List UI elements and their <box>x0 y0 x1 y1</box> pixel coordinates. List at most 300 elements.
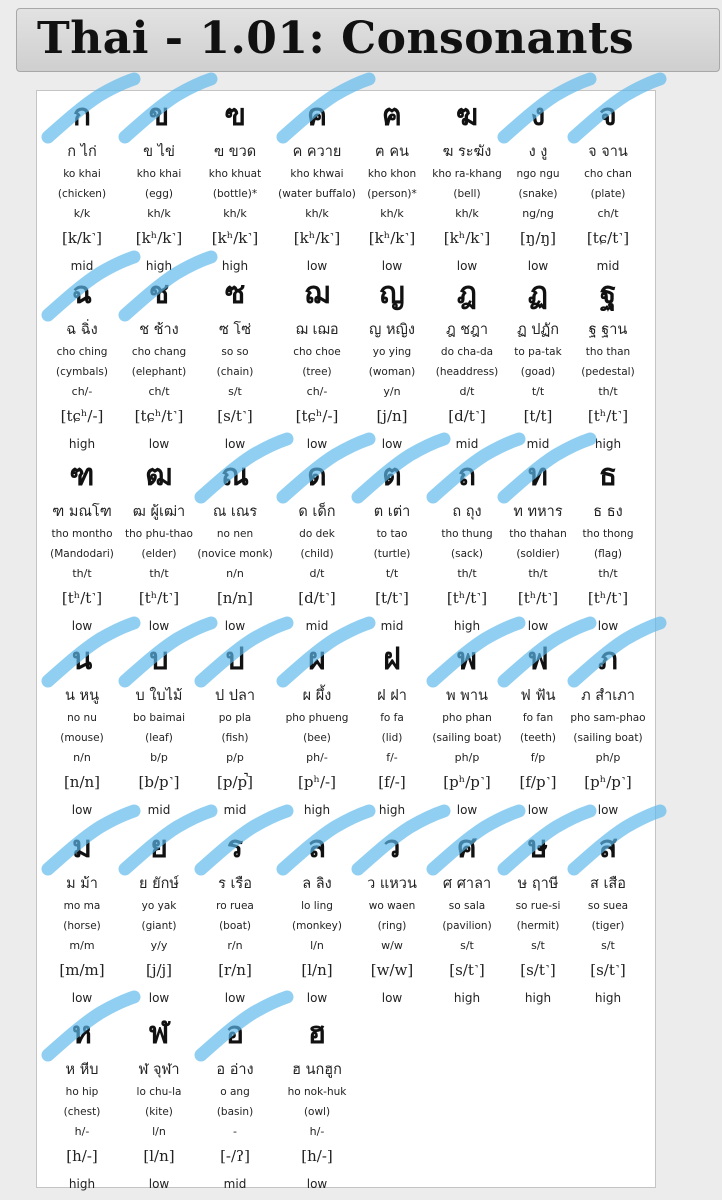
consonant-meaning: (chain) <box>216 366 254 378</box>
consonant-meaning: (chicken) <box>57 188 107 200</box>
consonant-initial-final: l/n <box>152 1125 166 1138</box>
consonant-letter: ฟ <box>527 642 549 677</box>
consonant-meaning: (person)* <box>367 188 417 200</box>
consonant-ipa: [tʰ/t˺] <box>517 589 559 607</box>
consonant-class: low <box>381 991 403 1005</box>
consonant-initial-final: ch/t <box>597 207 619 220</box>
consonant-romanization: so rue-si <box>515 900 561 912</box>
consonant-ipa: [h/-] <box>66 1147 98 1165</box>
consonant-ipa: [tɕʰ/t˺] <box>134 407 184 425</box>
consonant-ipa: [tʰ/t˺] <box>587 407 629 425</box>
consonant-word: ภ สำเภา <box>581 688 635 704</box>
consonant-letter: ธ <box>598 458 618 493</box>
consonant-letter: ฐ <box>599 276 617 311</box>
consonant-romanization: ko khai <box>63 168 101 180</box>
consonant-word: ว แหวน <box>367 876 417 892</box>
consonant-romanization: o ang <box>220 1086 250 1098</box>
consonant-initial-final: th/t <box>598 385 618 398</box>
consonant-word: ง งู <box>528 144 548 160</box>
consonant-ipa: [j/n] <box>376 407 408 425</box>
consonant-word: ย ยักษ์ <box>139 876 179 892</box>
consonant-ipa: [b/p˺] <box>138 773 180 791</box>
consonant-letter: ส <box>598 830 618 865</box>
consonant-meaning: (turtle) <box>373 548 411 560</box>
consonant-class: low <box>381 437 403 451</box>
consonant-romanization: kho khuat <box>208 168 262 180</box>
consonant-initial-final: ch/- <box>306 385 328 398</box>
consonant-ipa: [s/t˺] <box>449 961 485 979</box>
consonant-word: ฮ นกฮูก <box>292 1062 342 1078</box>
consonant-ipa: [tɕʰ/-] <box>295 407 339 425</box>
consonant-romanization: cho chang <box>131 346 187 358</box>
consonant-romanization: mo ma <box>63 900 101 912</box>
consonant-class: low <box>71 619 93 633</box>
consonant-class: low <box>148 619 170 633</box>
consonant-word: ซ โซ่ <box>218 322 252 338</box>
consonant-letter: ซ <box>224 276 246 311</box>
consonant-letter: ร <box>226 830 244 865</box>
consonant-class: high <box>453 619 481 633</box>
consonant-word: น หนู <box>65 688 99 704</box>
consonant-class: high <box>68 1177 96 1191</box>
consonant-initial-final: t/t <box>385 567 399 580</box>
consonant-ipa: [f/p˺] <box>519 773 557 791</box>
consonant-class: high <box>378 803 406 817</box>
consonant-initial-final: kh/k <box>305 207 329 220</box>
consonant-class: low <box>224 437 246 451</box>
consonant-ipa: [kʰ/k˺] <box>368 229 416 247</box>
consonant-letter: ณ <box>221 458 249 493</box>
consonant-romanization: no nen <box>216 528 254 540</box>
consonant-word: ถ ถุง <box>452 504 482 520</box>
consonant-ipa: [k/k˺] <box>62 229 102 247</box>
consonant-letter: ม <box>72 830 92 865</box>
consonant-ipa: [tʰ/t˺] <box>61 589 103 607</box>
consonant-ipa: [pʰ/-] <box>298 773 336 791</box>
consonant-romanization: fo fa <box>380 712 404 724</box>
consonant-word: ฆ ระฆัง <box>442 144 492 160</box>
consonant-word: บ ใบไม้ <box>135 688 183 704</box>
consonant-class: mid <box>455 437 479 451</box>
consonant-romanization: tho phu-thao <box>125 528 193 540</box>
consonant-meaning: (horse) <box>63 920 101 932</box>
consonant-initial-final: th/t <box>528 567 548 580</box>
consonant-class: low <box>306 259 328 273</box>
consonant-initial-final: th/t <box>72 567 92 580</box>
consonant-class: mid <box>305 619 329 633</box>
consonant-word: ป ปลา <box>214 688 256 704</box>
consonant-letter: ฌ <box>304 276 330 311</box>
page-title: Thai - 1.01: Consonants <box>37 13 635 64</box>
consonant-meaning: (chest) <box>63 1106 101 1118</box>
consonant-word: ศ ศาลา <box>442 876 492 892</box>
consonant-initial-final: p/p <box>226 751 244 764</box>
consonant-word: ฬ จุฬา <box>138 1062 180 1078</box>
consonant-meaning: (cymbals) <box>56 366 108 378</box>
consonant-initial-final: n/n <box>73 751 91 764</box>
consonant-letter: ย <box>150 830 168 865</box>
consonant-meaning: (ring) <box>377 920 407 932</box>
consonant-word: ฟ ฟัน <box>520 688 556 704</box>
consonant-word: ม ม้า <box>66 876 98 892</box>
consonant-word: ฎ ชฎา <box>445 322 489 338</box>
consonant-letter: ช <box>148 276 170 311</box>
consonant-word: ธ ธง <box>593 504 623 520</box>
consonant-initial-final: f/- <box>386 751 398 764</box>
consonant-letter: ด <box>307 458 327 493</box>
consonant-romanization: pho sam-phao <box>570 712 646 724</box>
consonant-initial-final: w/w <box>381 939 403 952</box>
consonant-word: ฅ คน <box>375 144 409 160</box>
consonant-meaning: (boat) <box>219 920 251 932</box>
consonant-romanization: tho thong <box>582 528 634 540</box>
consonant-ipa: [tɕʰ/-] <box>60 407 104 425</box>
consonant-ipa: [w/w] <box>370 961 414 979</box>
consonant-class: low <box>306 991 328 1005</box>
consonant-romanization: pho phan <box>442 712 492 724</box>
consonant-class: low <box>306 1177 328 1191</box>
consonant-initial-final: n/n <box>226 567 244 580</box>
consonant-ipa: [j/j] <box>145 961 173 979</box>
consonant-word: ค ควาย <box>292 144 342 160</box>
consonant-meaning: (water buffalo) <box>278 188 356 200</box>
consonant-letter: ข <box>148 98 170 133</box>
consonant-ipa: [kʰ/k˺] <box>293 229 341 247</box>
consonant-initial-final: s/t <box>531 939 545 952</box>
consonant-romanization: lo chu-la <box>136 1086 182 1098</box>
consonant-ipa: [t/t˺] <box>375 589 409 607</box>
consonant-meaning: (plate) <box>590 188 626 200</box>
consonant-romanization: wo waen <box>368 900 416 912</box>
consonant-class: low <box>381 259 403 273</box>
consonant-initial-final: ph/- <box>306 751 328 764</box>
consonant-letter: อ <box>225 1016 245 1051</box>
consonant-word: ฒ ผู้เฒ่า <box>132 504 186 520</box>
consonant-class: low <box>71 803 93 817</box>
consonant-meaning: (giant) <box>141 920 177 932</box>
consonant-class: low <box>148 1177 170 1191</box>
consonant-meaning: (tiger) <box>591 920 625 932</box>
consonant-letter: ฮ <box>307 1016 327 1051</box>
consonant-initial-final: r/n <box>227 939 243 952</box>
consonant-class: mid <box>380 619 404 633</box>
consonant-romanization: so so <box>221 346 249 358</box>
consonant-letter: ถ <box>457 458 477 493</box>
consonant-ipa: [n/n] <box>216 589 254 607</box>
consonant-class: low <box>224 619 246 633</box>
consonant-ipa: [kʰ/k˺] <box>443 229 491 247</box>
consonant-class: mid <box>70 259 94 273</box>
consonant-romanization: cho chan <box>584 168 632 180</box>
consonant-word: ช ช้าง <box>139 322 179 338</box>
consonant-letter: ฃ <box>224 98 246 133</box>
consonant-ipa: [s/t˺] <box>590 961 626 979</box>
consonant-romanization: tho thahan <box>509 528 567 540</box>
consonant-romanization: fo fan <box>522 712 554 724</box>
consonant-class: high <box>594 437 622 451</box>
consonant-ipa: [pʰ/p˺] <box>443 773 491 791</box>
consonant-word: อ อ่าง <box>216 1062 254 1078</box>
consonant-meaning: (bell) <box>453 188 481 200</box>
consonant-meaning: (pedestal) <box>581 366 635 378</box>
consonant-word: ฉ ฉิ่ง <box>66 322 98 338</box>
consonant-word: พ พาน <box>446 688 488 704</box>
consonant-word: ษ ฤาษี <box>517 876 559 892</box>
consonant-word: ก ไก่ <box>67 144 97 160</box>
consonant-class: high <box>68 437 96 451</box>
consonant-meaning: (soldier) <box>516 548 560 560</box>
consonant-word: ฐ ฐาน <box>588 322 628 338</box>
consonant-meaning: (novice monk) <box>197 548 273 560</box>
consonant-romanization: do dek <box>299 528 335 540</box>
consonant-romanization: so sala <box>448 900 486 912</box>
consonant-class: high <box>524 991 552 1005</box>
consonant-meaning: (hermit) <box>516 920 560 932</box>
consonant-meaning: (goad) <box>520 366 556 378</box>
consonant-word: ณ เณร <box>212 504 258 520</box>
consonant-class: mid <box>223 1177 247 1191</box>
consonant-initial-final: kh/k <box>223 207 247 220</box>
consonant-meaning: (flag) <box>594 548 622 560</box>
consonant-ipa: [l/n] <box>143 1147 175 1165</box>
consonant-letter: พ <box>457 642 477 677</box>
consonant-initial-final: d/t <box>459 385 475 398</box>
consonant-initial-final: kh/k <box>455 207 479 220</box>
consonant-romanization: kho khwai <box>290 168 344 180</box>
consonant-romanization: tho thung <box>441 528 493 540</box>
consonant-word: ฏ ปฏัก <box>516 322 560 338</box>
consonant-initial-final: k/k <box>73 207 91 220</box>
consonant-meaning: (pavilion) <box>442 920 492 932</box>
consonant-letter: ค <box>306 98 328 133</box>
consonant-class: low <box>224 991 246 1005</box>
consonant-class: low <box>456 803 478 817</box>
consonant-ipa: [m/m] <box>59 961 105 979</box>
consonant-initial-final: t/t <box>531 385 545 398</box>
consonant-romanization: to pa-tak <box>514 346 562 358</box>
consonant-ipa: [tʰ/t˺] <box>587 589 629 607</box>
consonant-letter: น <box>71 642 93 677</box>
consonant-romanization: so suea <box>587 900 629 912</box>
consonant-class: low <box>148 437 170 451</box>
consonant-ipa: [f/-] <box>378 773 406 791</box>
consonant-class: low <box>456 259 478 273</box>
consonant-ipa: [r/n] <box>218 961 252 979</box>
consonant-letter: ท <box>528 458 548 493</box>
consonant-letter: ญ <box>379 276 405 311</box>
consonant-initial-final: ph/p <box>595 751 621 764</box>
consonant-romanization: to tao <box>376 528 408 540</box>
consonant-letter: ฅ <box>381 98 403 133</box>
consonant-romanization: ngo ngu <box>516 168 560 180</box>
consonant-letter: ว <box>383 830 401 865</box>
consonant-initial-final: s/t <box>460 939 474 952</box>
consonant-meaning: (woman) <box>368 366 416 378</box>
consonant-letter: ห <box>72 1016 92 1051</box>
consonant-letter: ฒ <box>145 458 173 493</box>
consonant-romanization: do cha-da <box>440 346 494 358</box>
consonant-class: low <box>597 619 619 633</box>
consonant-initial-final: th/t <box>457 567 477 580</box>
consonant-letter: ศ <box>457 830 477 865</box>
consonant-romanization: kho khai <box>136 168 182 180</box>
consonant-romanization: po pla <box>218 712 252 724</box>
consonant-letter: ฆ <box>455 98 479 133</box>
consonant-meaning: (Mandodari) <box>50 548 114 560</box>
consonant-letter: ง <box>530 98 546 133</box>
consonant-romanization: ro ruea <box>216 900 254 912</box>
consonant-meaning: (teeth) <box>519 732 556 744</box>
consonant-meaning: (egg) <box>145 188 173 200</box>
consonant-letter: ต <box>382 458 402 493</box>
consonant-initial-final: b/p <box>150 751 168 764</box>
consonant-ipa: [tʰ/t˺] <box>138 589 180 607</box>
consonant-ipa: [s/t˺] <box>217 407 253 425</box>
consonant-meaning: (kite) <box>145 1106 173 1118</box>
consonant-romanization: tho than <box>585 346 631 358</box>
consonant-class: high <box>453 991 481 1005</box>
consonant-ipa: [kʰ/k˺] <box>211 229 259 247</box>
consonant-romanization: bo baimai <box>132 712 186 724</box>
consonant-class: mid <box>596 259 620 273</box>
consonant-class: mid <box>526 437 550 451</box>
consonant-chart <box>36 90 656 1191</box>
consonant-word: ห หีบ <box>65 1062 99 1078</box>
consonant-initial-final: ch/- <box>71 385 93 398</box>
consonant-word: ผ ผึ้ง <box>302 688 332 704</box>
consonant-ipa: [l/n] <box>301 961 333 979</box>
consonant-initial-final: - <box>233 1125 237 1138</box>
consonant-letter: ฬ <box>148 1016 170 1051</box>
consonant-meaning: (fish) <box>221 732 249 744</box>
consonant-meaning: (tree) <box>302 366 332 378</box>
consonant-romanization: lo ling <box>301 900 333 912</box>
consonant-word: ต เต่า <box>373 504 411 520</box>
consonant-word: ฑ มณโฑ <box>52 504 112 520</box>
consonant-letter: ษ <box>528 830 548 865</box>
consonant-class: mid <box>223 803 247 817</box>
consonant-initial-final: ng/ng <box>522 207 554 220</box>
consonant-ipa: [h/-] <box>301 1147 333 1165</box>
consonant-initial-final: kh/k <box>380 207 404 220</box>
consonant-letter: บ <box>149 642 169 677</box>
consonant-letter: ก <box>72 98 92 133</box>
consonant-ipa: [n/n] <box>63 773 101 791</box>
consonant-word: ร เรือ <box>218 876 252 892</box>
consonant-meaning: (elephant) <box>131 366 187 378</box>
consonant-class: low <box>306 437 328 451</box>
consonant-class: low <box>527 259 549 273</box>
consonant-ipa: [ŋ/ŋ] <box>519 229 557 247</box>
consonant-letter: ภ <box>598 642 618 677</box>
consonant-letter: ฏ <box>527 276 549 311</box>
consonant-meaning: (sailing boat) <box>432 732 502 744</box>
consonant-ipa: [tɕ/t˺] <box>586 229 630 247</box>
consonant-meaning: (bee) <box>303 732 331 744</box>
consonant-romanization: yo yak <box>141 900 177 912</box>
consonant-initial-final: d/t <box>309 567 325 580</box>
consonant-ipa: [p/p̚] <box>217 773 253 791</box>
consonant-word: ล ลิง <box>302 876 332 892</box>
consonant-ipa: [kʰ/k˺] <box>135 229 183 247</box>
consonant-class: low <box>527 803 549 817</box>
consonant-meaning: (sailing boat) <box>573 732 643 744</box>
consonant-meaning: (mouse) <box>60 732 104 744</box>
consonant-initial-final: kh/k <box>147 207 171 220</box>
consonant-romanization: cho choe <box>293 346 341 358</box>
consonant-romanization: yo ying <box>372 346 412 358</box>
consonant-initial-final: th/t <box>149 567 169 580</box>
consonant-romanization: tho montho <box>51 528 113 540</box>
consonant-meaning: (owl) <box>303 1106 331 1118</box>
consonant-initial-final: h/- <box>309 1125 325 1138</box>
consonant-initial-final: f/p <box>530 751 546 764</box>
consonant-meaning: (sack) <box>451 548 483 560</box>
consonant-word: ฃ ขวด <box>213 144 257 160</box>
consonant-word: จ จาน <box>588 144 628 160</box>
consonant-initial-final: h/- <box>74 1125 90 1138</box>
consonant-meaning: (basin) <box>216 1106 254 1118</box>
consonant-ipa: [-/ʔ] <box>220 1147 250 1165</box>
consonant-letter: จ <box>599 98 617 133</box>
consonant-word: ท ทหาร <box>513 504 563 520</box>
consonant-ipa: [t/t] <box>523 407 553 425</box>
consonant-initial-final: l/n <box>310 939 324 952</box>
consonant-class: high <box>221 259 249 273</box>
consonant-initial-final: s/t <box>228 385 242 398</box>
consonant-word: ด เด็ก <box>298 504 336 520</box>
consonant-romanization: ho hip <box>65 1086 99 1098</box>
consonant-letter: ฑ <box>69 458 95 493</box>
consonant-ipa: [s/t˺] <box>520 961 556 979</box>
consonant-letter: ป <box>225 642 245 677</box>
consonant-initial-final: th/t <box>598 567 618 580</box>
consonant-meaning: (leaf) <box>145 732 173 744</box>
consonant-word: ฝ ฝา <box>377 688 407 704</box>
consonant-letter: ล <box>307 830 327 865</box>
title-bar <box>16 8 720 72</box>
consonant-romanization: pho phueng <box>285 712 349 724</box>
consonant-meaning: (bottle)* <box>212 188 258 200</box>
consonant-class: low <box>148 991 170 1005</box>
consonant-class: high <box>145 259 173 273</box>
consonant-ipa: [pʰ/p˺] <box>584 773 632 791</box>
consonant-class: high <box>594 991 622 1005</box>
consonant-meaning: (snake) <box>518 188 558 200</box>
consonant-class: low <box>597 803 619 817</box>
consonant-initial-final: s/t <box>601 939 615 952</box>
consonant-word: ญ หญิง <box>369 322 415 338</box>
consonant-letter: ฉ <box>71 276 93 311</box>
consonant-class: high <box>303 803 331 817</box>
consonant-word: ฌ เฌอ <box>295 322 339 338</box>
consonant-ipa: [d/t˺] <box>448 407 486 425</box>
consonant-class: low <box>71 991 93 1005</box>
consonant-initial-final: ch/t <box>148 385 170 398</box>
consonant-initial-final: y/y <box>150 939 168 952</box>
consonant-romanization: ho nok-huk <box>287 1086 347 1098</box>
consonant-romanization: no nu <box>67 712 97 724</box>
consonant-word: ส เสือ <box>590 876 626 892</box>
consonant-letter: ผ <box>308 642 326 677</box>
consonant-initial-final: m/m <box>69 939 95 952</box>
consonant-meaning: (child) <box>300 548 334 560</box>
consonant-letter: ฝ <box>383 642 401 677</box>
consonant-meaning: (lid) <box>381 732 403 744</box>
consonant-meaning: (monkey) <box>292 920 342 932</box>
consonant-ipa: [d/t˺] <box>298 589 336 607</box>
consonant-initial-final: ph/p <box>454 751 480 764</box>
